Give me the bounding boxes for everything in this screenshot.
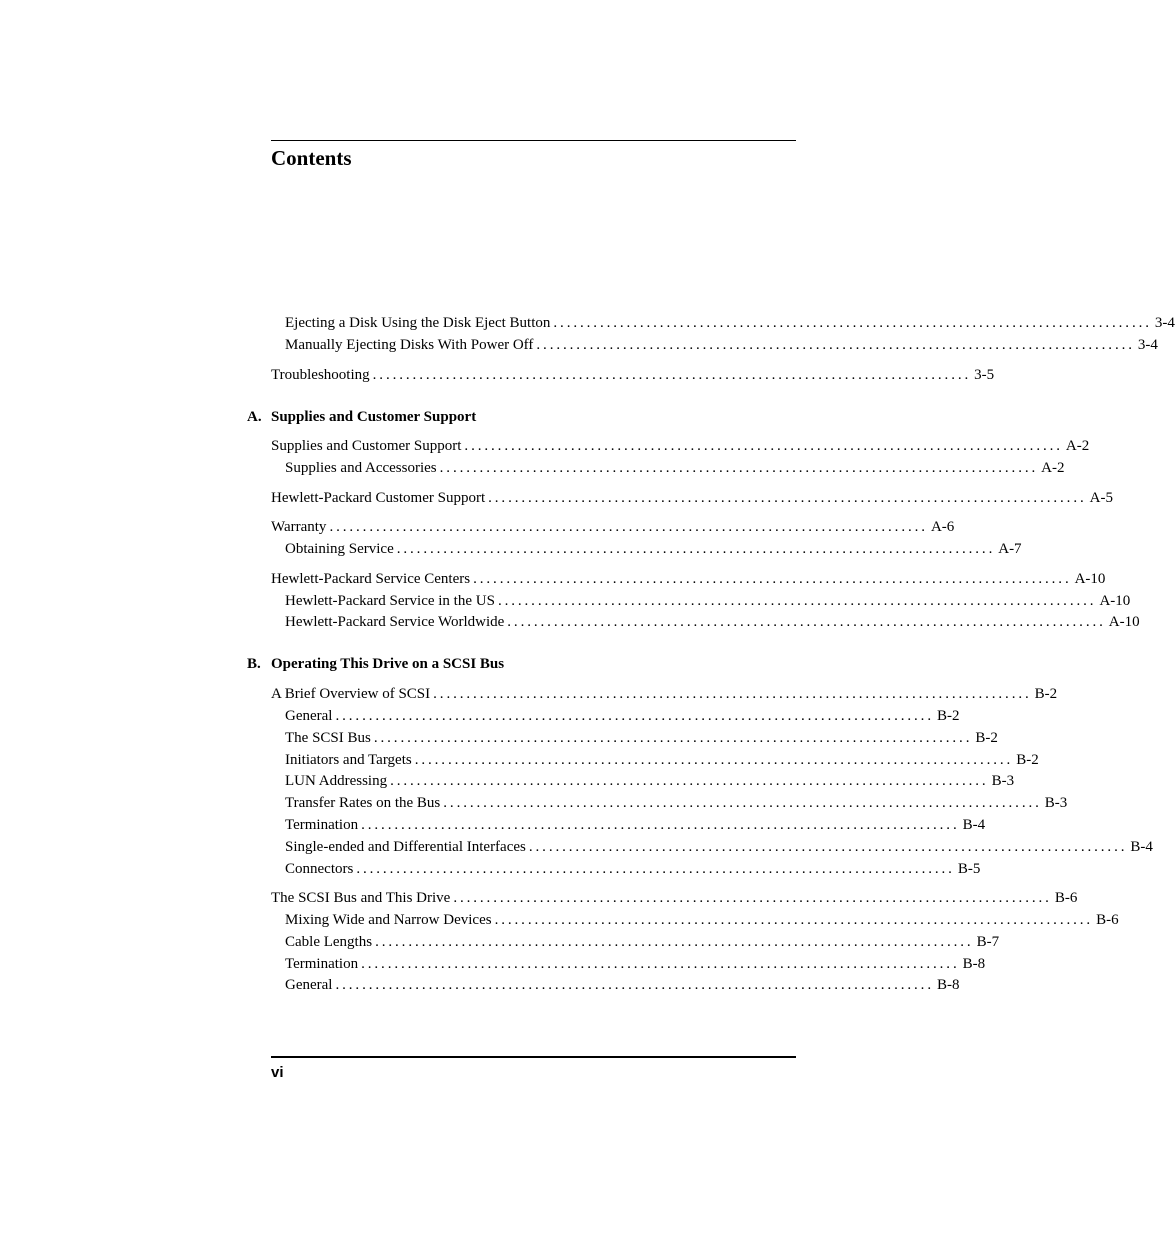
toc-page-number: B-6 xyxy=(1054,890,1078,906)
dot-leader: .......................................................................................... xyxy=(497,593,1097,609)
dot-leader: .......................................................................................... xyxy=(464,438,1063,454)
dot-leader: .......................................................................................... xyxy=(375,934,974,950)
page-folio: vi xyxy=(271,1064,284,1081)
toc-page-number: A-5 xyxy=(1089,490,1113,506)
toc-page-number: B-7 xyxy=(976,934,1000,950)
appendix-letter: A. xyxy=(247,409,262,425)
toc-page-number: B-2 xyxy=(1034,686,1058,702)
toc-entry[interactable] xyxy=(285,932,1000,952)
toc-entry[interactable] xyxy=(285,591,1131,611)
top-rule xyxy=(271,140,796,141)
dot-leader: .......................................................................................... xyxy=(494,912,1094,928)
toc-entry[interactable] xyxy=(285,954,986,974)
toc-entry[interactable] xyxy=(285,975,960,995)
toc-entry-title: Warranty xyxy=(271,519,327,535)
dot-leader: .......................................................................................... xyxy=(439,460,1039,476)
toc-entry-title: Connectors xyxy=(285,861,354,877)
toc-entry-title: Termination xyxy=(285,956,359,972)
toc-page-number: A-7 xyxy=(998,541,1022,557)
toc-page-number: A-10 xyxy=(1108,614,1140,630)
dot-leader: .......................................................................................... xyxy=(373,730,973,746)
dot-leader: .......................................................................................... xyxy=(335,977,934,993)
toc-entry-title: Hewlett-Packard Service Worldwide xyxy=(285,614,505,630)
toc-page-number: B-2 xyxy=(1016,752,1039,768)
toc-entry[interactable] xyxy=(271,365,995,385)
toc-entry-title: Manually Ejecting Disks With Power Off xyxy=(285,337,534,353)
toc-page-number: A-10 xyxy=(1099,593,1131,609)
toc-entry[interactable] xyxy=(285,458,1065,478)
toc-entry[interactable] xyxy=(285,793,1068,813)
toc-page-number: B-4 xyxy=(1130,839,1153,855)
toc-entry[interactable] xyxy=(285,910,1119,930)
toc-entry-title: Ejecting a Disk Using the Disk Eject Button xyxy=(285,315,551,331)
dot-leader: .......................................................................................... xyxy=(528,839,1128,855)
toc-entry[interactable] xyxy=(271,888,1078,908)
appendix-heading[interactable] xyxy=(247,654,504,674)
toc-page-number: B-2 xyxy=(936,708,960,724)
toc-page-number: 3-4 xyxy=(1154,315,1175,331)
toc-entry[interactable] xyxy=(285,728,998,748)
bottom-rule xyxy=(271,1056,796,1058)
toc-entry[interactable] xyxy=(271,684,1058,704)
toc-entry[interactable] xyxy=(285,706,960,726)
toc-entry-title: Termination xyxy=(285,817,359,833)
toc-entry[interactable] xyxy=(285,539,1022,559)
dot-leader: .......................................................................................... xyxy=(361,817,960,833)
dot-leader: .......................................................................................... xyxy=(553,315,1152,331)
toc-entry[interactable] xyxy=(271,569,1106,589)
toc-entry-title: Single-ended and Differential Interfaces xyxy=(285,839,526,855)
dot-leader: .......................................................................................... xyxy=(396,541,996,557)
dot-leader: .......................................................................................... xyxy=(488,490,1087,506)
dot-leader: .......................................................................................... xyxy=(361,956,960,972)
appendix-title: Supplies and Customer Support xyxy=(271,409,477,425)
toc-entry-title: Supplies and Accessories xyxy=(285,460,437,476)
appendix-title: Operating This Drive on a SCSI Bus xyxy=(271,656,505,672)
toc-entry[interactable] xyxy=(285,837,1153,857)
dot-leader: .......................................................................................... xyxy=(329,519,928,535)
dot-leader: .......................................................................................... xyxy=(356,861,955,877)
toc-page-number: 3-5 xyxy=(974,367,995,383)
toc-entry-title: LUN Addressing xyxy=(285,773,388,789)
toc-entry-title: Transfer Rates on the Bus xyxy=(285,795,441,811)
toc-entry-title: Cable Lengths xyxy=(285,934,373,950)
toc-page-number: B-8 xyxy=(936,977,960,993)
toc-page-number: A-2 xyxy=(1041,460,1065,476)
toc-entry[interactable] xyxy=(285,335,1158,355)
toc-entry-title: General xyxy=(285,708,333,724)
appendix-letter: B. xyxy=(247,656,261,672)
toc-entry[interactable] xyxy=(285,313,1175,333)
dot-leader: .......................................................................................... xyxy=(433,686,1032,702)
dot-leader: .......................................................................................... xyxy=(507,614,1106,630)
dot-leader: .......................................................................................... xyxy=(414,752,1014,768)
toc-entry[interactable] xyxy=(271,517,955,537)
dot-leader: .......................................................................................... xyxy=(335,708,934,724)
dot-leader: .......................................................................................... xyxy=(372,367,972,383)
toc-page-number: B-5 xyxy=(957,861,981,877)
toc-page-number: B-3 xyxy=(991,773,1015,789)
page-title: Contents xyxy=(271,146,352,170)
toc-entry-title: The SCSI Bus xyxy=(285,730,371,746)
toc-entry-title: Supplies and Customer Support xyxy=(271,438,462,454)
toc-page-number: B-8 xyxy=(962,956,986,972)
appendix-heading[interactable] xyxy=(247,407,476,427)
toc-entry[interactable] xyxy=(285,750,1039,770)
toc-page-number: B-4 xyxy=(962,817,986,833)
toc-entry[interactable] xyxy=(285,859,981,879)
toc-entry[interactable] xyxy=(285,771,1015,791)
toc-entry-title: Hewlett-Packard Customer Support xyxy=(271,490,486,506)
dot-leader: .......................................................................................... xyxy=(443,795,1042,811)
toc-page-number: B-6 xyxy=(1096,912,1119,928)
toc-entry-title: A Brief Overview of SCSI xyxy=(271,686,431,702)
toc-entry-title: Obtaining Service xyxy=(285,541,394,557)
toc-entry-title: Hewlett-Packard Service Centers xyxy=(271,571,471,587)
toc-page-number: B-2 xyxy=(975,730,998,746)
dot-leader: .......................................................................................... xyxy=(453,890,1052,906)
toc-entry-title: Mixing Wide and Narrow Devices xyxy=(285,912,492,928)
toc-entry-title: Initiators and Targets xyxy=(285,752,412,768)
toc-page-number: A-6 xyxy=(930,519,955,535)
toc-entry[interactable] xyxy=(285,815,986,835)
toc-entry[interactable] xyxy=(271,436,1090,456)
toc-entry[interactable] xyxy=(285,612,1140,632)
toc-page-number: A-2 xyxy=(1065,438,1090,454)
toc-entry[interactable] xyxy=(271,488,1113,508)
toc-page-number: B-3 xyxy=(1044,795,1068,811)
toc-entry-title: The SCSI Bus and This Drive xyxy=(271,890,451,906)
toc-entry-title: Hewlett-Packard Service in the US xyxy=(285,593,495,609)
toc-page-number: 3-4 xyxy=(1137,337,1158,353)
toc-page-number: A-10 xyxy=(1074,571,1106,587)
toc-entry-title: General xyxy=(285,977,333,993)
dot-leader: .......................................................................................... xyxy=(536,337,1135,353)
dot-leader: .......................................................................................... xyxy=(473,571,1072,587)
dot-leader: .......................................................................................... xyxy=(390,773,989,789)
toc-entry-title: Troubleshooting xyxy=(271,367,370,383)
